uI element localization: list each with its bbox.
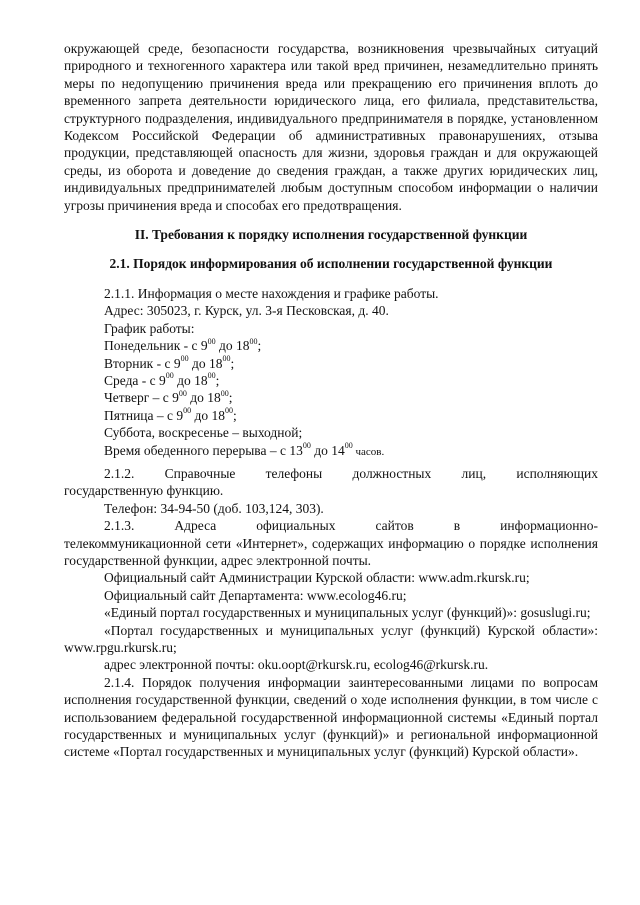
item-2-1-2-cont: государственную функцию. (64, 483, 224, 499)
site-admin: Официальный сайт Администрации Курской области: www.adm.rkursk.ru; (104, 570, 530, 586)
schedule-label: График работы: (104, 320, 195, 336)
portal-federal: «Единый портал государственных и муниципальных услуг (функций)»: gosuslugi.ru; (104, 605, 591, 621)
item-2-1-2: 2.1.2. Справочные телефоны должностных лиц, исполняющих (104, 465, 598, 481)
schedule-day: Пятница – с $9^{00}$ до $18^{00}$; (104, 406, 237, 423)
document-page (64, 40, 598, 761)
section-title: II. Требования к порядку исполнения государственной функции (134, 227, 528, 243)
weekend-line: Суббота, воскресенье – выходной; (104, 425, 303, 441)
schedule-day: Вторник - с $9^{00}$ до $18^{00}$; (104, 354, 235, 371)
portal-regional: «Портал государственных и муниципальных услуг (функций) Курской области»: www.rpgu.rkursk.ru; (64, 622, 598, 655)
item-2-1-3: 2.1.3. Адреса официальных сайтов в информационно- (104, 518, 598, 534)
phone-line: Телефон: 34-94-50 (доб. 103,124, 303). (104, 500, 324, 516)
schedule-day: Среда - с $9^{00}$ до $18^{00}$; (104, 371, 220, 388)
lunch-line: Время обеденного перерыва – с $13^{00}$ до $14^{00}$ часов. (104, 441, 385, 458)
item-2-1-1: 2.1.1. Информация о месте нахождения и графике работы. (104, 285, 439, 301)
site-department: Официальный сайт Департамента: www.ecolog46.ru; (104, 587, 407, 603)
schedule-day: Четверг – с $9^{00}$ до $18^{00}$; (104, 388, 233, 406)
schedule-day: Понедельник - с $9^{00}$ до $18^{00}$; (104, 336, 262, 354)
item-2-1-4: 2.1.4. Порядок получения информации заинтересованными лицами по вопросам исполнения государственной функции, сведений о ходе исполнения функции, в том числе с использованием федеральной государственной информационной системы «Единый портал государственных и муниципальных услуг (функций)» и региональной информационной системе «Портал государственных и муниципальных услуг (функций) Курской области». (64, 674, 598, 760)
address-line: Адрес: 305023, г. Курск, ул. 3-я Песковская, д. 40. (104, 303, 389, 319)
paragraph-continuation: окружающей среде, безопасности государства, возникновения чрезвычайных ситуаций природного и техногенного характера или такой вред причинен, незамедлительно принять меры по недопущению причинения вреда или прекращению его причинения вплоть до временного запрета деятельности юридического лица, его филиала, представительства, структурного подразделения, индивидуального предпринимателя в порядке, установленном Кодексом Российской Федерации об административных правонарушениях, отзыва продукции, представляющей опасность для жизни, здоровья граждан и для окружающей среды, из оборота и доведение до сведения граждан, а также других юридических лиц, индивидуальных предпринимателей любым доступным способом информации о наличии угрозы причинения вреда и способах его предотвращения. (64, 41, 598, 213)
subsection-title: 2.1. Порядок информирования об исполнении государственной функции (109, 256, 553, 272)
email-line: адрес электронной почты: oku.oopt@rkursk.ru, ecolog46@rkursk.ru. (104, 657, 489, 673)
item-2-1-3-cont: телекоммуникационной сети «Интернет», содержащих информацию о порядке исполнения государственной функции, адрес электронной почты. (64, 535, 598, 568)
